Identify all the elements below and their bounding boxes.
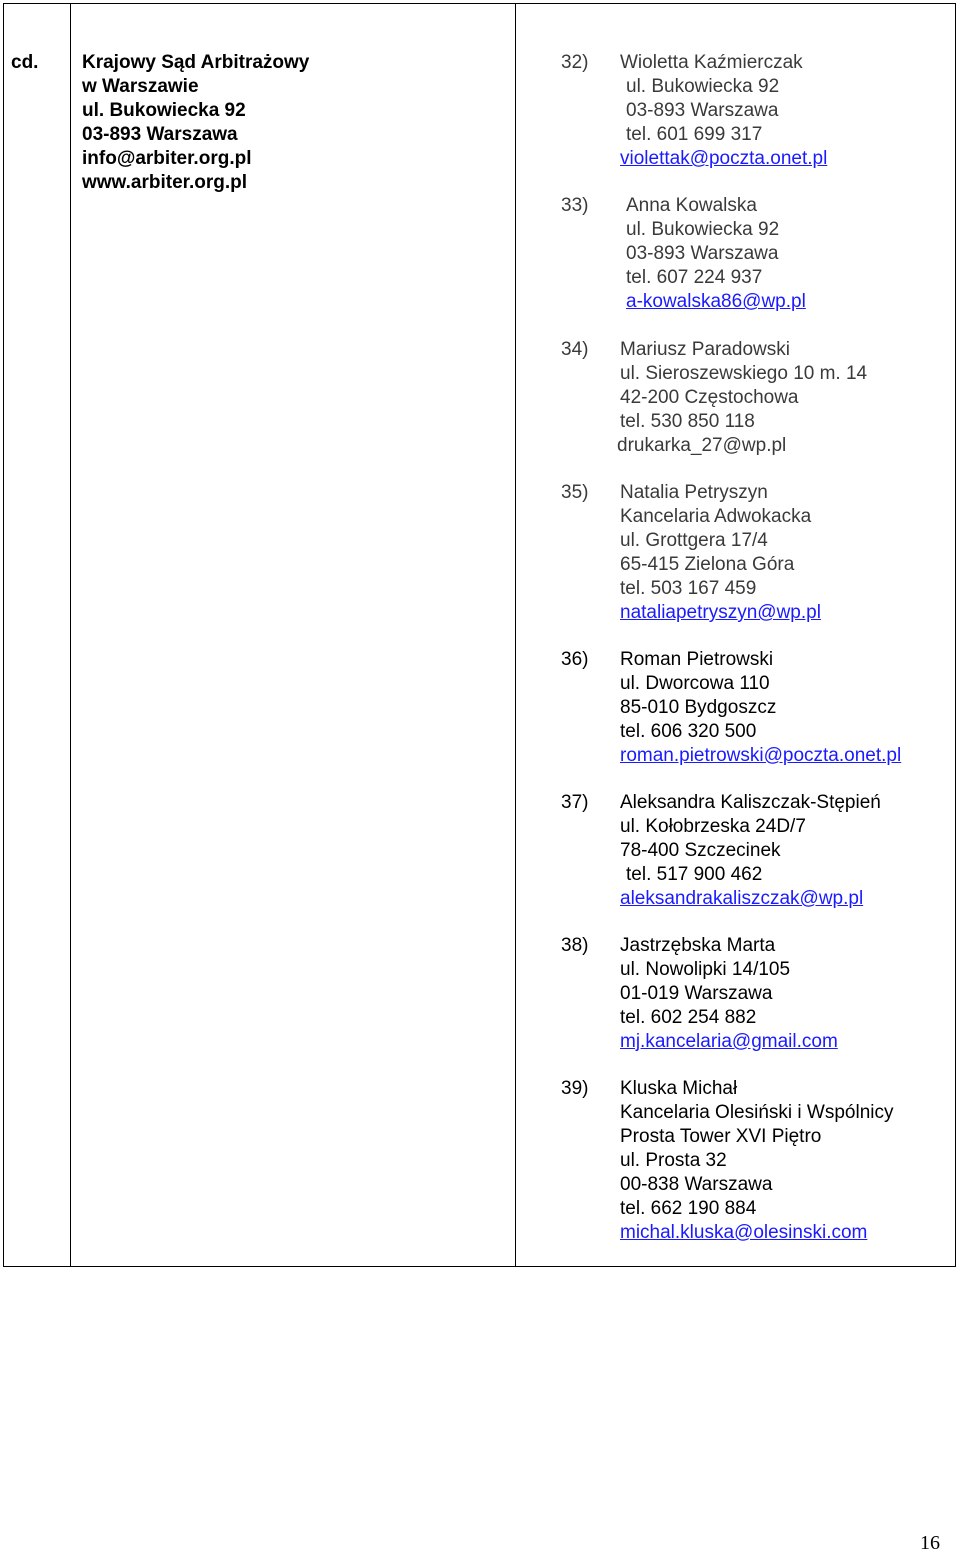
entry-office: Kancelaria Olesiński i Wspólnicy [620,1102,894,1123]
institution-name-cont: w Warszawie [82,76,199,97]
entry-street: ul. Grottgera 17/4 [620,530,768,551]
entry-phone: tel. 662 190 884 [620,1198,757,1219]
entry-city: 01-019 Warszawa [620,983,773,1004]
entry-name: Aleksandra Kaliszczak-Stępień [620,792,881,813]
entry-city: 78-400 Szczecinek [620,840,781,861]
column-divider [515,4,516,1266]
institution-website[interactable]: www.arbiter.org.pl [82,172,248,193]
entry-number: 38) [561,935,589,956]
entry-street: ul. Prosta 32 [620,1150,727,1171]
entry-number: 34) [561,339,589,360]
entry-number: 35) [561,482,589,503]
entry-number: 33) [561,195,589,216]
entry-name: Jastrzębska Marta [620,935,776,956]
entry-number: 32) [561,52,589,73]
entry-city: 00-838 Warszawa [620,1174,773,1195]
entry-phone: tel. 602 254 882 [620,1007,757,1028]
entry-number: 36) [561,649,589,670]
entry-city: 03-893 Warszawa [626,100,779,121]
entry-name: Mariusz Paradowski [620,339,790,360]
entry-street: ul. Sieroszewskiego 10 m. 14 [620,363,868,384]
page-number: 16 [920,1532,940,1554]
entry-email-link[interactable]: nataliapetryszyn@wp.pl [620,602,821,623]
entry-phone: tel. 517 900 462 [626,864,763,885]
entry-phone: tel. 601 699 317 [626,124,763,145]
entry-email-link[interactable]: roman.pietrowski@poczta.onet.pl [620,745,902,766]
entry-name: Natalia Petryszyn [620,482,768,503]
institution-email[interactable]: info@arbiter.org.pl [82,148,252,169]
entry-email-link[interactable]: aleksandrakaliszczak@wp.pl [620,888,864,909]
entry-city: 03-893 Warszawa [626,243,779,264]
entry-building: Prosta Tower XVI Piętro [620,1126,822,1147]
entry-street: ul. Bukowiecka 92 [626,219,780,240]
entry-street: ul. Kołobrzeska 24D/7 [620,816,806,837]
entry-number: 37) [561,792,589,813]
column-divider [70,4,71,1266]
entry-name: Roman Pietrowski [620,649,774,670]
institution-name: Krajowy Sąd Arbitrażowy [82,52,310,73]
entry-phone: tel. 606 320 500 [620,721,757,742]
entry-city: 42-200 Częstochowa [620,387,799,408]
entry-city: 85-010 Bydgoszcz [620,697,777,718]
entry-number: 39) [561,1078,589,1099]
entry-street: ul. Dworcowa 110 [620,673,770,694]
entry-email-link[interactable]: mj.kancelaria@gmail.com [620,1031,838,1052]
entry-office: Kancelaria Adwokacka [620,506,812,527]
entry-street: ul. Nowolipki 14/105 [620,959,791,980]
entry-email-text: drukarka_27@wp.pl [617,435,787,456]
institution-street: ul. Bukowiecka 92 [82,100,246,121]
entry-email-link[interactable]: violettak@poczta.onet.pl [620,148,828,169]
entry-phone: tel. 607 224 937 [626,267,763,288]
institution-block [82,51,309,195]
entry-name: Anna Kowalska [626,195,757,216]
entry-name: Wioletta Kaźmierczak [620,52,803,73]
entry-phone: tel. 530 850 118 [620,411,755,432]
entry-city: 65-415 Zielona Góra [620,554,795,575]
entry-street: ul. Bukowiecka 92 [626,76,780,97]
entry-name: Kluska Michał [620,1078,738,1099]
entry-email-link[interactable]: a-kowalska86@wp.pl [626,291,806,312]
entry-email-link[interactable]: michal.kluska@olesinski.com [620,1222,868,1243]
continuation-prefix: cd. [11,52,39,73]
institution-city: 03-893 Warszawa [82,124,238,145]
entry-phone: tel. 503 167 459 [620,578,757,599]
